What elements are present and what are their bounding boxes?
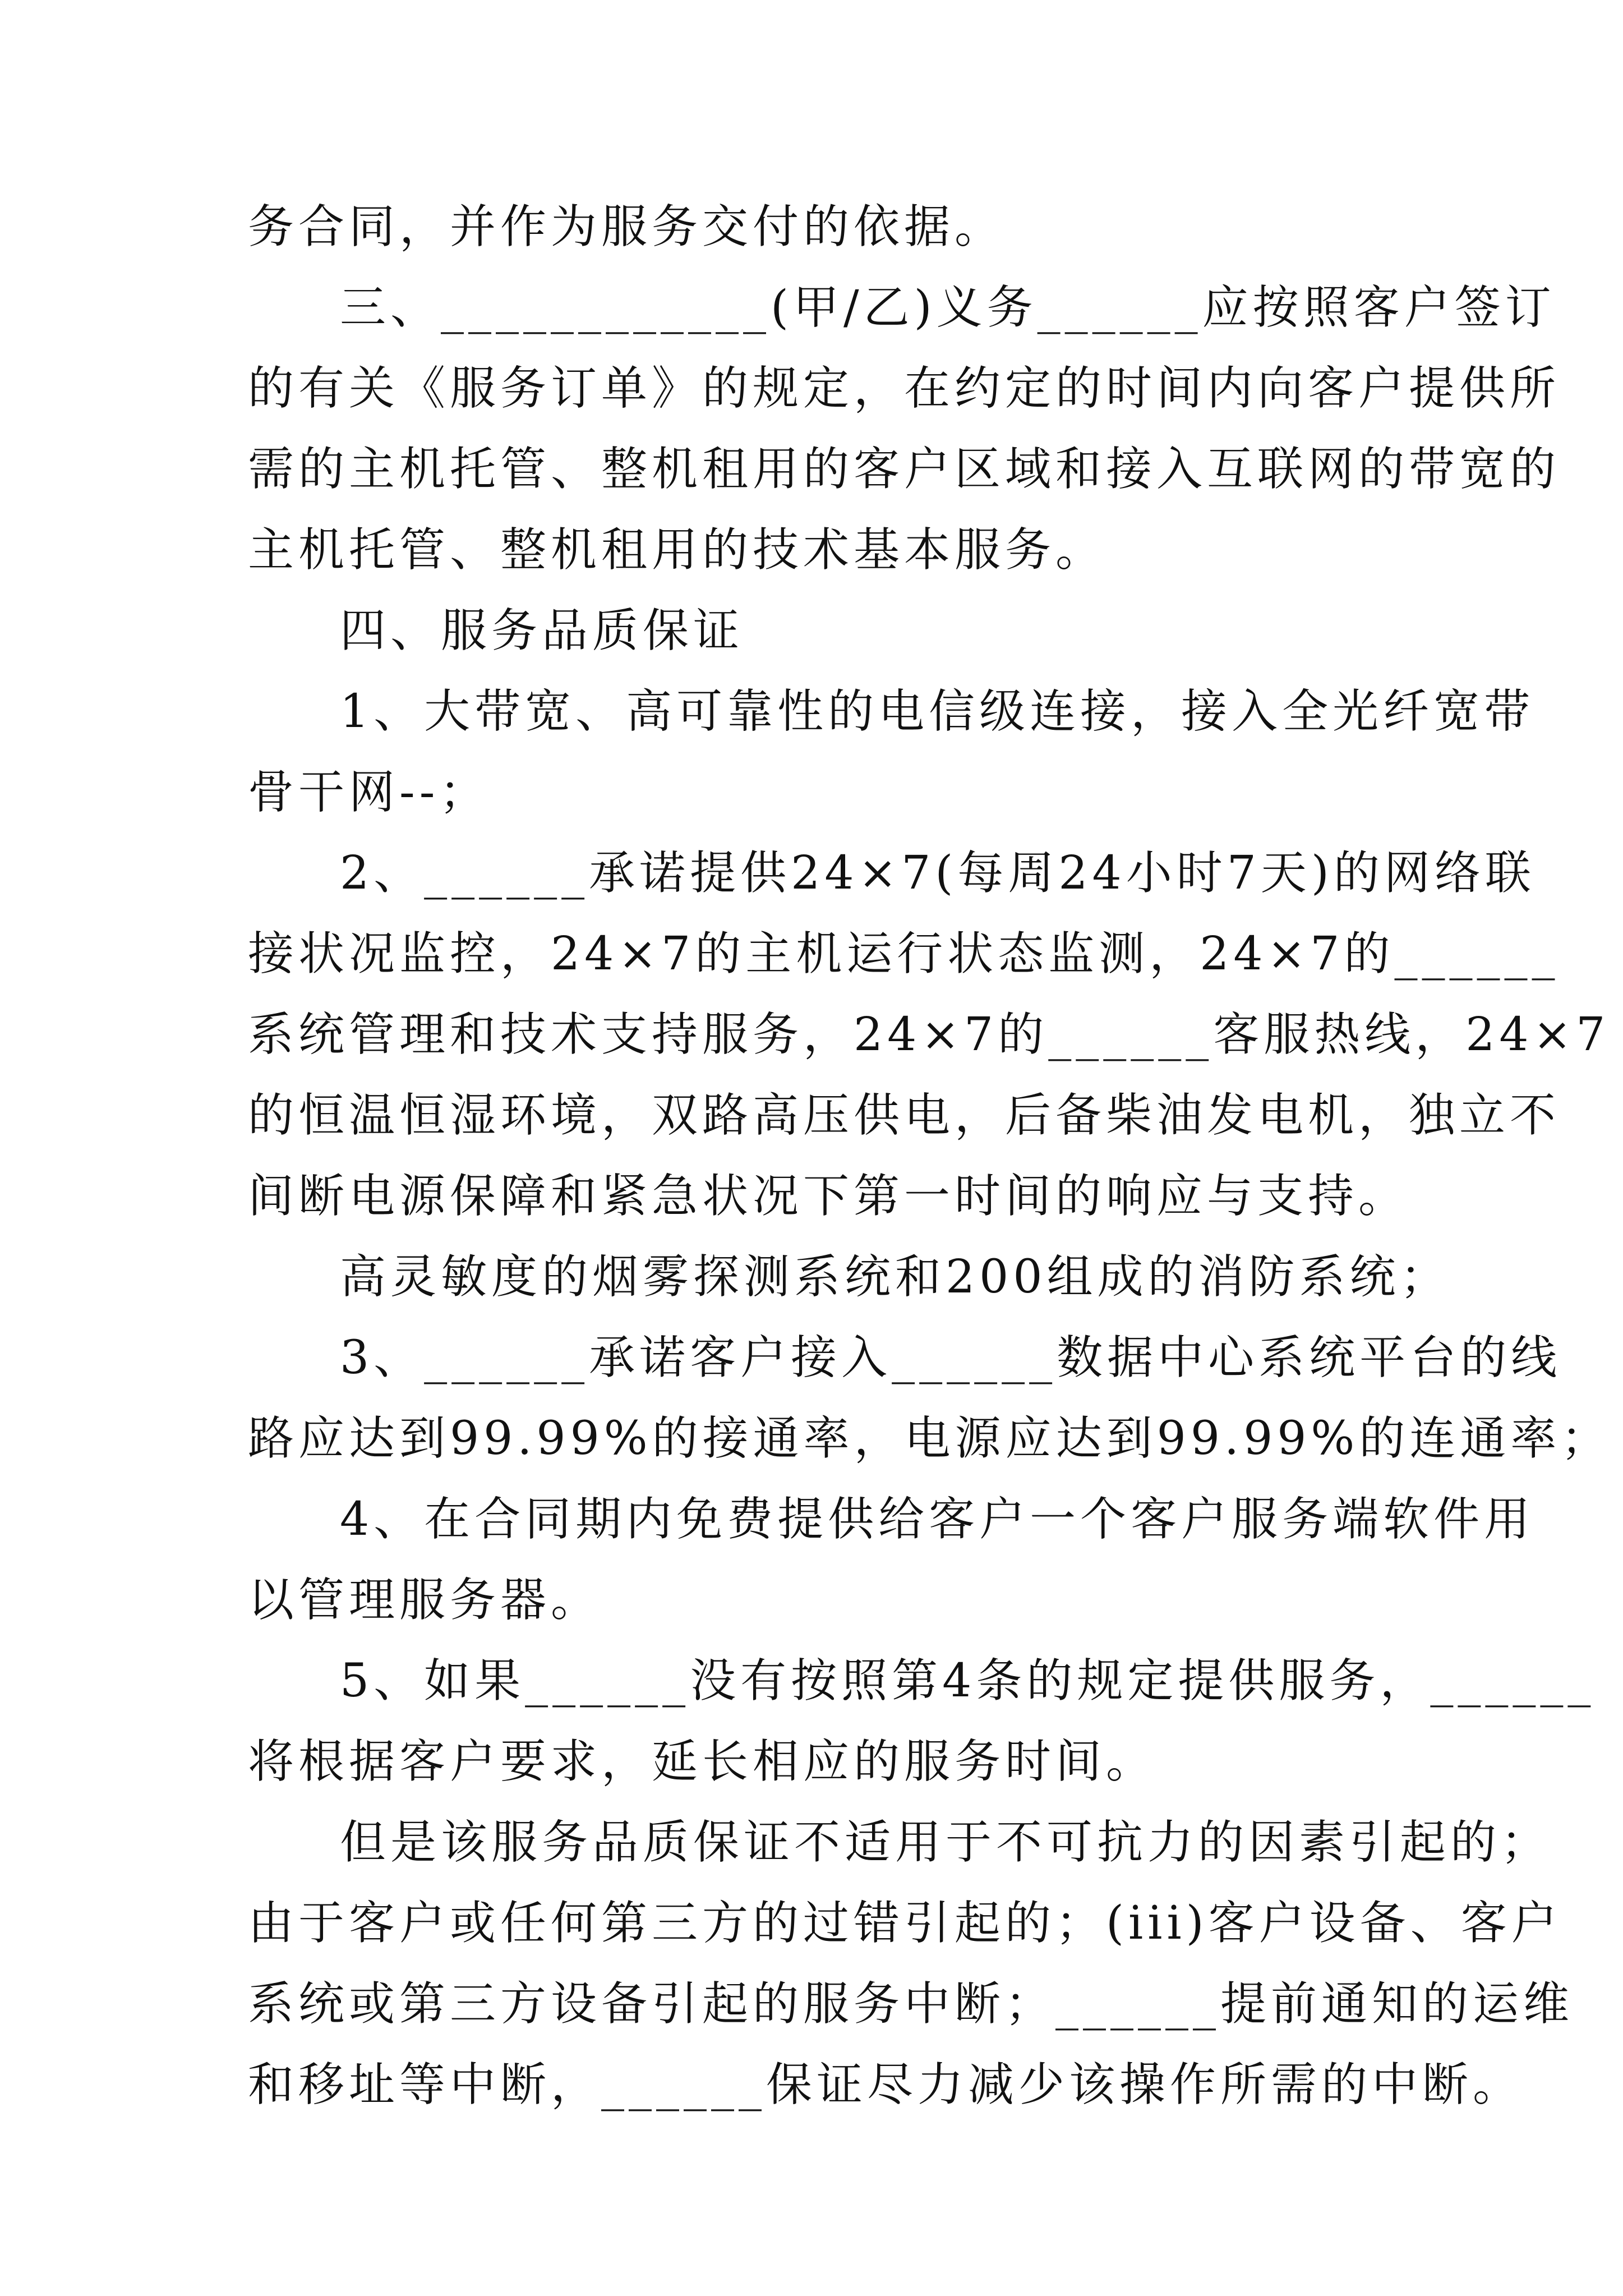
text-line: 的恒温恒湿环境，双路高压供电，后备柴油发电机，独立不 bbox=[248, 1089, 1561, 1142]
text-line: 和移址等中断，______保证尽力减少该操作所需的中断。 bbox=[248, 2058, 1524, 2111]
text-line: 三、____________(甲/乙)义务______应按照客户签订 bbox=[340, 281, 1556, 334]
text-line: 的有关《服务订单》的规定，在约定的时间内向客户提供所 bbox=[248, 362, 1561, 415]
text-line: 路应达到99.99%的接通率，电源应达到99.99%的连通率； bbox=[248, 1412, 1612, 1465]
text-line: 2、______承诺提供24×7(每周24小时7天)的网络联 bbox=[340, 846, 1536, 900]
text-line: 高灵敏度的烟雾探测系统和200组成的消防系统； bbox=[340, 1250, 1451, 1304]
text-line: 5、如果______没有按照第4条的规定提供服务，______ bbox=[340, 1654, 1596, 1708]
text-line: 系统或第三方设备引起的服务中断；______提前通知的运维 bbox=[248, 1977, 1574, 2031]
text-line: 接状况监控，24×7的主机运行状态监测，24×7的______ bbox=[248, 927, 1560, 981]
document-body bbox=[248, 187, 1612, 2125]
text-line: 将根据客户要求，延长相应的服务时间。 bbox=[248, 1735, 1157, 1788]
text-line: 骨干网--； bbox=[248, 766, 490, 819]
text-line: 1、大带宽、高可靠性的电信级连接，接入全光纤宽带 bbox=[340, 685, 1535, 738]
text-line: 需的主机托管、整机租用的客户区域和接入互联网的带宽的 bbox=[248, 443, 1561, 496]
text-line: 4、在合同期内免费提供给客户一个客户服务端软件用 bbox=[340, 1493, 1535, 1546]
text-line: 系统管理和技术支持服务，24×7的______客服热线，24×7 bbox=[248, 1008, 1610, 1061]
text-line: 以管理服务器。 bbox=[248, 1573, 602, 1627]
text-line: 由于客户或任何第三方的过错引起的；(iii)客户设备、客户 bbox=[248, 1897, 1562, 1950]
section-heading: 四、服务品质保证 bbox=[340, 604, 744, 657]
text-line: 务合同，并作为服务交付的依据。 bbox=[248, 200, 1006, 254]
text-line: 但是该服务品质保证不适用于不可抗力的因素引起的； bbox=[340, 1816, 1552, 1869]
text-line: 3、______承诺客户接入______数据中心系统平台的线 bbox=[340, 1331, 1562, 1384]
text-line: 间断电源保障和紧急状况下第一时间的响应与支持。 bbox=[248, 1170, 1409, 1223]
text-line: 主机托管、整机租用的技术基本服务。 bbox=[248, 523, 1106, 577]
